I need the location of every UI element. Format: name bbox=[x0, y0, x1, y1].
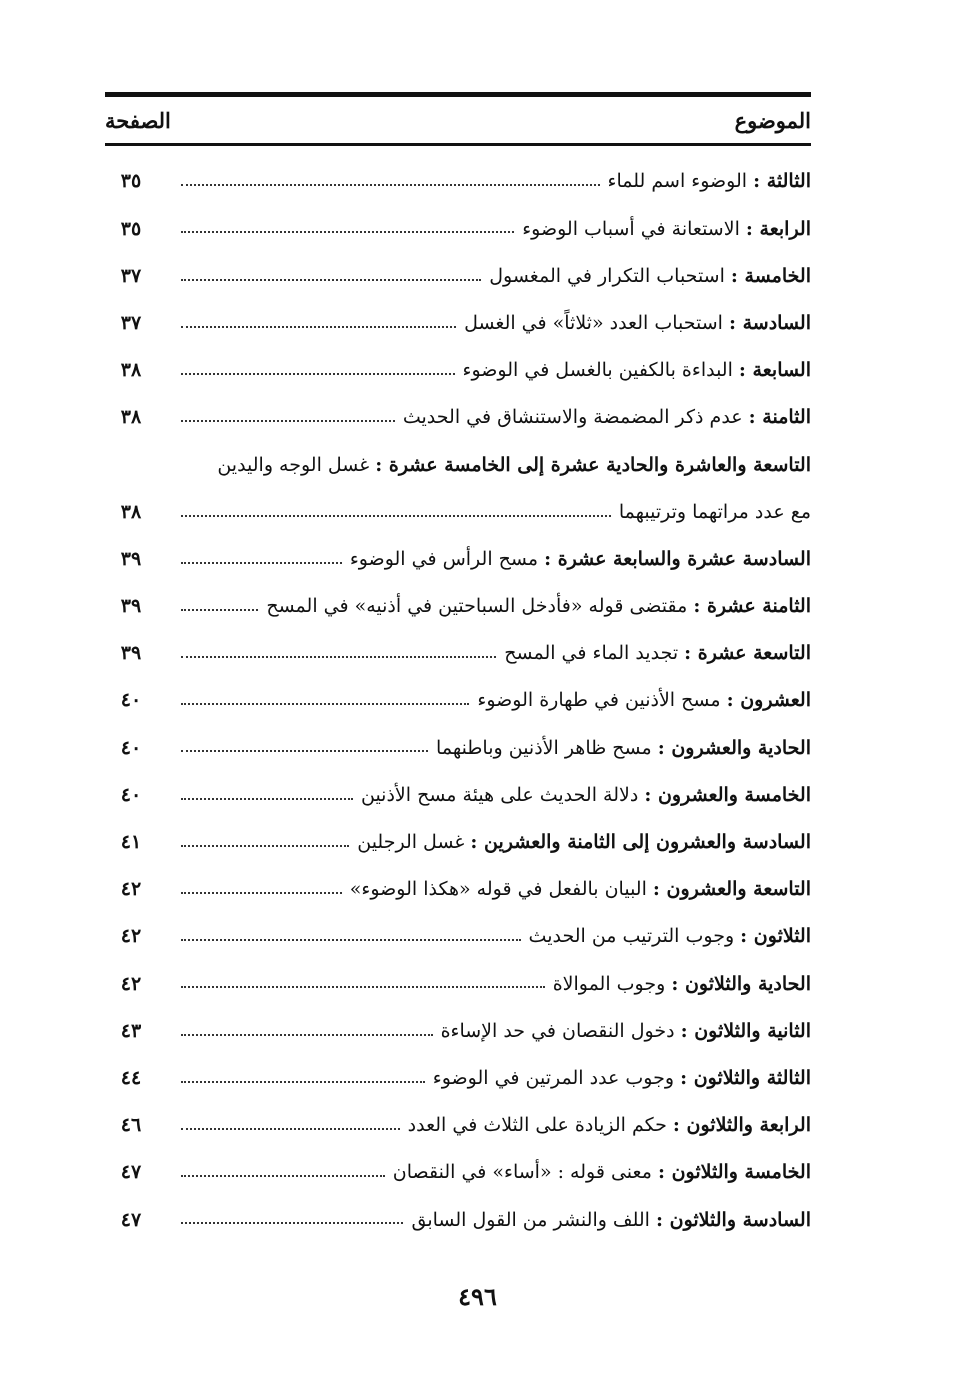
page-column-header: الصفحة bbox=[105, 107, 171, 133]
dot-leader bbox=[181, 939, 521, 941]
entry-page-number: ٣٨ bbox=[120, 359, 142, 382]
entry-page-number: ٤٠ bbox=[120, 736, 142, 759]
dot-leader bbox=[181, 656, 496, 658]
toc-entry bbox=[105, 1141, 811, 1188]
entry-title: عدم ذكر المضمضة والاستنشاق في الحديث bbox=[402, 406, 749, 429]
entry-text bbox=[408, 1114, 811, 1141]
entry-text bbox=[619, 501, 811, 528]
toc-entry bbox=[105, 622, 811, 669]
entry-title: مسح الرأس في الوضوء bbox=[349, 547, 545, 570]
entry-page-number: ٣٩ bbox=[120, 547, 142, 570]
dot-leader bbox=[181, 231, 514, 233]
entry-title: مسح الأذنين في طهارة الوضوء bbox=[477, 689, 727, 712]
entry-title: استحباب العدد «ثلاثاً» في الغسل bbox=[464, 311, 729, 334]
toc-entries bbox=[105, 150, 811, 1235]
entry-page-number: ٤٠ bbox=[120, 783, 142, 806]
entry-title: معنى قوله : «أساء» في النقصان bbox=[392, 1161, 658, 1184]
entry-lead: التاسعة عشرة : bbox=[684, 642, 811, 665]
entry-lead: العشرون : bbox=[726, 689, 811, 712]
entry-title: وجوب عدد المرتين في الوضوء bbox=[432, 1066, 681, 1089]
entry-lead: السادسة والثلاثون : bbox=[656, 1208, 811, 1231]
entry-lead: الخامسة والثلاثون : bbox=[657, 1161, 811, 1184]
entry-lead: الثالثة والثلاثون : bbox=[680, 1066, 811, 1089]
entry-text bbox=[477, 689, 811, 716]
entry-page-number: ٤٢ bbox=[120, 925, 142, 948]
entry-text bbox=[441, 1020, 811, 1047]
entry-text bbox=[350, 878, 811, 905]
dot-leader bbox=[181, 326, 456, 328]
entry-page-number: ٤٤ bbox=[120, 1066, 142, 1089]
toc-entry bbox=[105, 763, 811, 810]
entry-lead: السادسة عشرة والسابعة عشرة : bbox=[544, 547, 811, 570]
entry-lead: السابعة : bbox=[738, 359, 811, 382]
entry-title: وجوب الموالاة bbox=[552, 972, 672, 995]
toc-entry bbox=[105, 339, 811, 386]
entry-text bbox=[522, 218, 811, 245]
entry-page-number: ٤٢ bbox=[120, 878, 142, 901]
toc-page bbox=[105, 92, 811, 1235]
entry-page-number: ٤٧ bbox=[120, 1208, 142, 1231]
table-header bbox=[105, 97, 811, 143]
entry-page-number: ٤٣ bbox=[120, 1019, 142, 1042]
entry-text bbox=[463, 359, 811, 386]
toc-entry bbox=[105, 150, 811, 197]
entry-title: تجديد الماء في المسح bbox=[504, 642, 685, 665]
entry-text bbox=[393, 1161, 811, 1188]
entry-page-number: ٤٦ bbox=[120, 1114, 142, 1137]
entry-title: البداءة بالكفين بالغسل في الوضوء bbox=[462, 359, 739, 382]
dot-leader bbox=[181, 279, 481, 281]
header-rule bbox=[105, 143, 811, 146]
entry-text bbox=[608, 170, 811, 197]
entry-text bbox=[411, 1209, 811, 1236]
entry-lead: الثانية والثلاثون : bbox=[680, 1019, 811, 1042]
entry-page-number: ٣٩ bbox=[120, 642, 142, 665]
entry-lead: الخامسة : bbox=[730, 264, 811, 287]
dot-leader bbox=[181, 1128, 400, 1130]
toc-entry bbox=[105, 244, 811, 291]
dot-leader bbox=[181, 562, 342, 564]
entry-text bbox=[489, 265, 811, 292]
toc-entry bbox=[105, 1188, 811, 1235]
entry-text bbox=[403, 406, 811, 433]
entry-lead: الثامنة عشرة : bbox=[693, 595, 811, 618]
toc-entry bbox=[105, 197, 811, 244]
dot-leader bbox=[181, 892, 342, 894]
entry-lead: الرابعة : bbox=[745, 217, 811, 240]
toc-entry bbox=[105, 716, 811, 763]
dot-leader bbox=[181, 703, 469, 705]
entry-text bbox=[350, 548, 811, 575]
entry-title: مع عدد مراتهما وترتيبهما bbox=[618, 500, 811, 523]
toc-entry bbox=[105, 1047, 811, 1094]
entry-text bbox=[436, 737, 811, 764]
entry-text bbox=[553, 973, 811, 1000]
entry-page-number: ٣٥ bbox=[120, 217, 142, 240]
entry-title: حكم الزيادة على الثلاث في العدد bbox=[407, 1114, 673, 1137]
toc-entry bbox=[105, 433, 811, 480]
toc-entry bbox=[105, 811, 811, 858]
entry-lead: التاسعة والعشرون : bbox=[652, 878, 811, 901]
entry-page-number: ٣٨ bbox=[120, 500, 142, 523]
toc-entry bbox=[105, 669, 811, 716]
entry-lead: الخامسة والعشرون : bbox=[644, 783, 811, 806]
entry-text bbox=[266, 595, 811, 622]
entry-page-number: ٣٧ bbox=[120, 311, 142, 334]
dot-leader bbox=[181, 184, 600, 186]
entry-text bbox=[504, 642, 811, 669]
entry-title: الوضوء اسم للماء bbox=[607, 170, 754, 193]
toc-entry bbox=[105, 528, 811, 575]
entry-page-number: ٤٢ bbox=[120, 972, 142, 995]
dot-leader bbox=[181, 1081, 425, 1083]
entry-text bbox=[357, 831, 811, 858]
entry-title: استحباب التكرار في المغسول bbox=[489, 264, 731, 287]
entry-title: وجوب الترتيب من الحديث bbox=[528, 925, 741, 948]
toc-entry bbox=[105, 386, 811, 433]
entry-lead: الحادية والعشرون : bbox=[657, 736, 811, 759]
entry-title: البيان بالفعل في قوله «هكذا الوضوء» bbox=[349, 878, 653, 901]
toc-entry bbox=[105, 292, 811, 339]
entry-title: مسح ظاهر الأذنين وباطنهما bbox=[436, 736, 658, 759]
entry-text bbox=[529, 925, 811, 952]
entry-title: مقتضى قوله «فأدخل السباحتين في أذنيه» في المسح bbox=[266, 595, 694, 618]
toc-entry bbox=[105, 575, 811, 622]
dot-leader bbox=[181, 1175, 385, 1177]
entry-text bbox=[217, 454, 811, 481]
entry-lead: الثامنة : bbox=[748, 406, 811, 429]
page-number: ٤٩٦ bbox=[458, 1282, 497, 1311]
toc-entry bbox=[105, 952, 811, 999]
dot-leader bbox=[181, 845, 349, 847]
entry-lead: الثلاثون : bbox=[740, 925, 811, 948]
entry-text bbox=[361, 784, 811, 811]
dot-leader bbox=[181, 750, 428, 752]
toc-entry bbox=[105, 1094, 811, 1141]
entry-lead: السادسة : bbox=[728, 311, 811, 334]
entry-title: غسل الرجلين bbox=[357, 831, 471, 854]
entry-page-number: ٤٧ bbox=[120, 1161, 142, 1184]
dot-leader bbox=[181, 515, 611, 517]
dot-leader bbox=[181, 986, 545, 988]
dot-leader bbox=[181, 420, 395, 422]
toc-entry bbox=[105, 999, 811, 1046]
entry-title: الاستعانة في أسباب الوضوء bbox=[522, 217, 746, 240]
entry-page-number: ٣٧ bbox=[120, 264, 142, 287]
entry-page-number: ٣٥ bbox=[120, 170, 142, 193]
topic-column-header: الموضوع bbox=[734, 107, 811, 133]
dot-leader bbox=[181, 1222, 403, 1224]
entry-title: اللف والنشر من القول السابق bbox=[411, 1208, 656, 1231]
toc-entry bbox=[105, 480, 811, 527]
dot-leader bbox=[181, 609, 258, 611]
entry-text bbox=[464, 312, 811, 339]
entry-title: دلالة الحديث على هيئة مسح الأذنين bbox=[360, 783, 645, 806]
toc-entry bbox=[105, 905, 811, 952]
entry-page-number: ٣٨ bbox=[120, 406, 142, 429]
entry-lead: التاسعة والعاشرة والحادية عشرة إلى الخامسة عشرة : bbox=[375, 453, 811, 476]
entry-page-number: ٤١ bbox=[120, 831, 142, 854]
entry-page-number: ٤٠ bbox=[120, 689, 142, 712]
entry-lead: الحادية والثلاثون : bbox=[671, 972, 811, 995]
entry-lead: الثالثة : bbox=[753, 170, 811, 193]
toc-entry bbox=[105, 858, 811, 905]
entry-lead: السادسة والعشرون إلى الثامنة والعشرين : bbox=[470, 831, 811, 854]
dot-leader bbox=[181, 373, 455, 375]
entry-title: دخول النقصان في حد الإساءة bbox=[440, 1019, 681, 1042]
entry-text bbox=[433, 1067, 811, 1094]
entry-title: غسل الوجه واليدين bbox=[217, 453, 376, 476]
dot-leader bbox=[181, 798, 353, 800]
entry-page-number: ٣٩ bbox=[120, 595, 142, 618]
entry-lead: الرابعة والثلاثون : bbox=[672, 1114, 811, 1137]
dot-leader bbox=[181, 1034, 433, 1036]
